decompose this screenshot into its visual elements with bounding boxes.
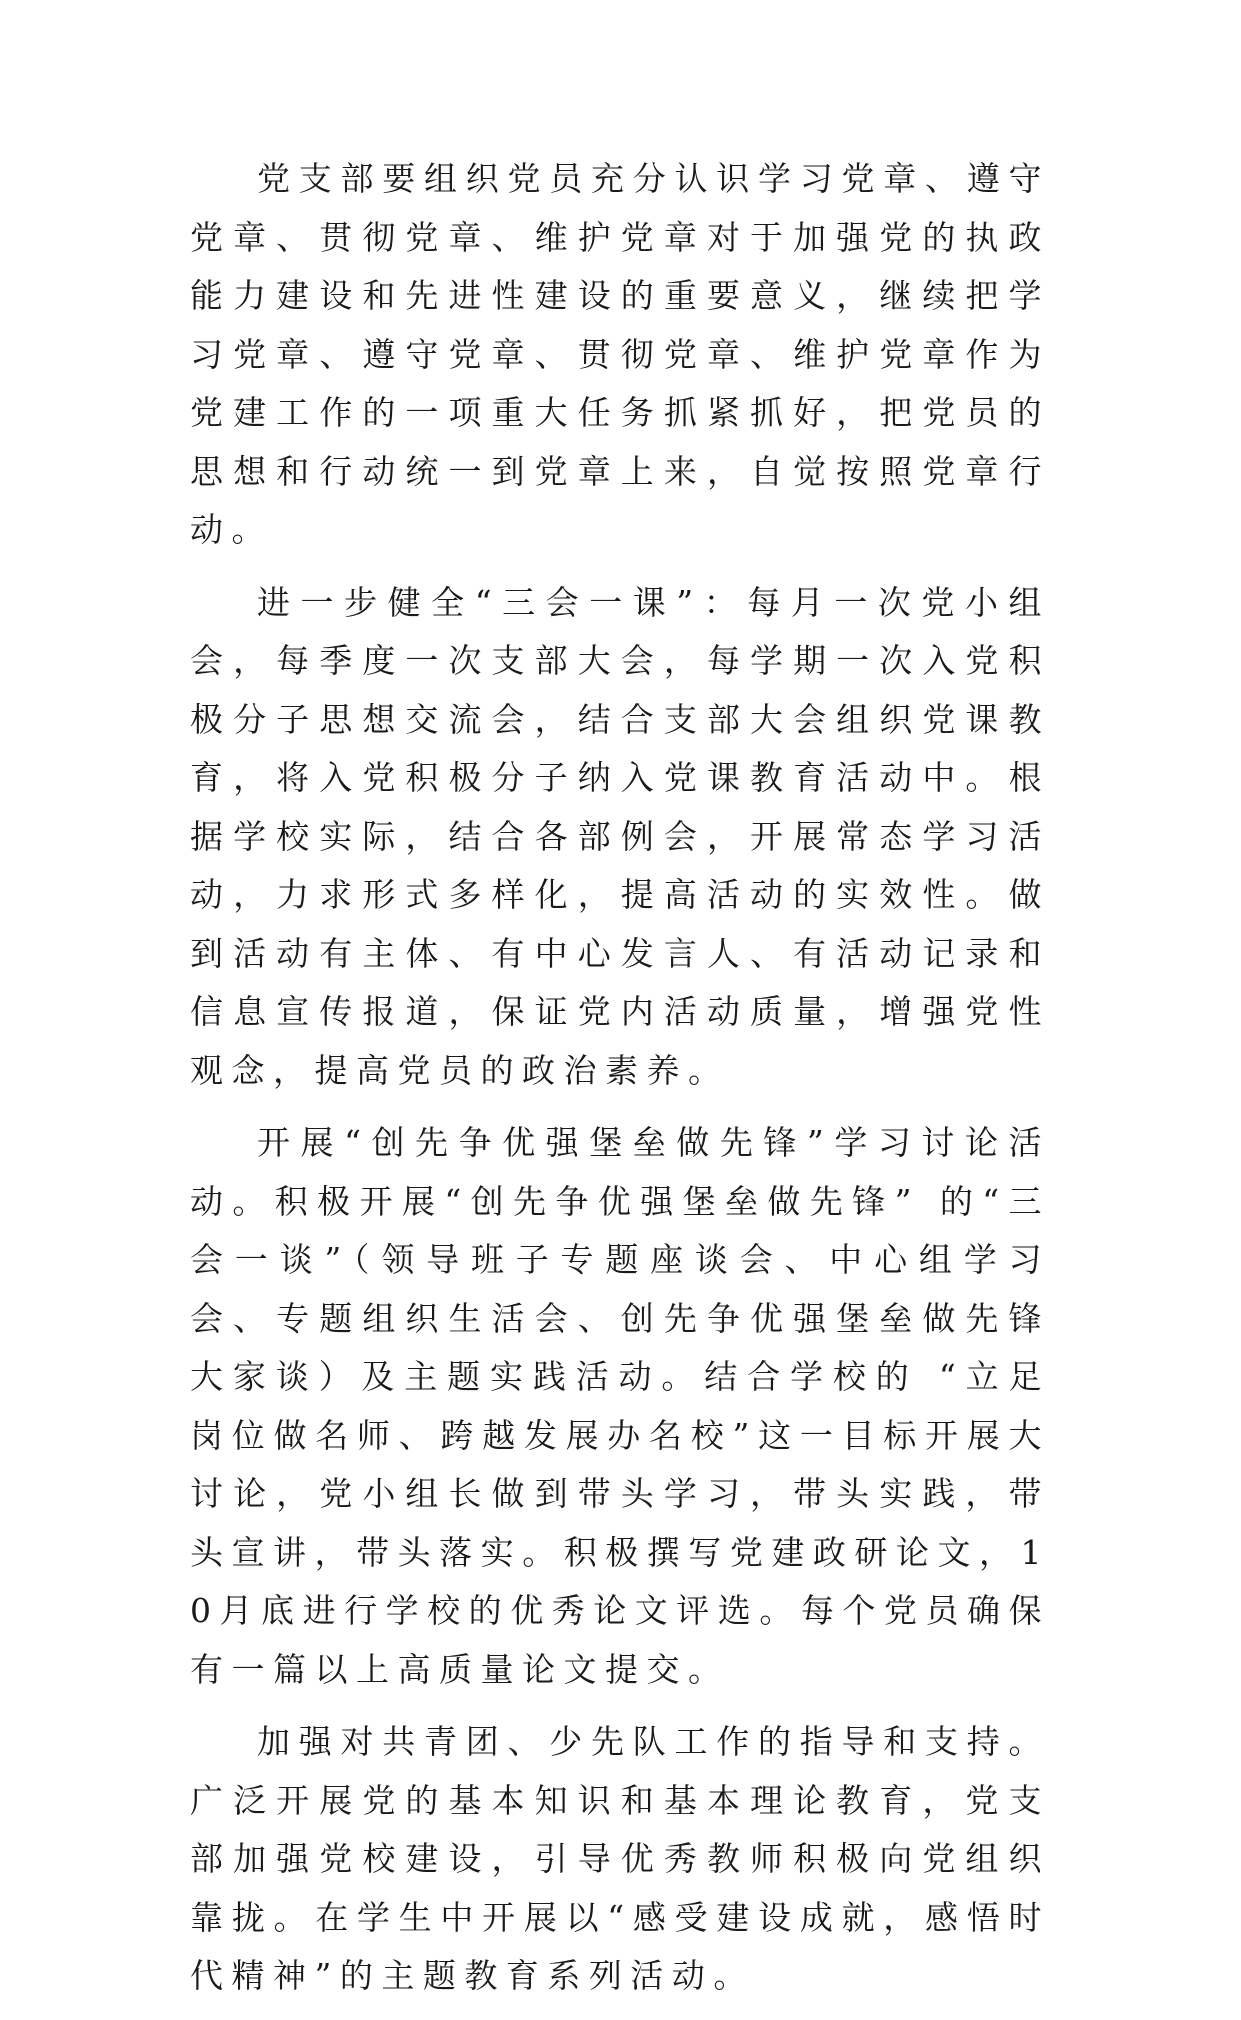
paragraph-three-meetings-one-lesson: 进一步健全“三会一课”：每月一次党小组会，每季度一次支部大会，每学期一次入党积极分子思想交流会，结合支部大会组织党课教育，将入党积极分子纳入党课教育活动中。根据学校实际，结合各部例会，开展常态学习活动，力求形式多样化，提高活动的实效性。做到活动有主体、有中心发言人、有活动记录和信息宣传报道，保证党内活动质量，增强党性观念，提高党员的政治素养。 <box>190 582 1050 1090</box>
document-body <box>190 150 1050 2020</box>
paragraph-youth-league-support: 加强对共青团、少先队工作的指导和支持。广泛开展党的基本知识和基本理论教育，党支部加强党校建设，引导优秀教师积极向党组织靠拢。在学生中开展以“感受建设成就，感悟时代精神”的主题教育系列活动。 <box>190 1722 1050 1995</box>
paragraph-party-constitution: 党支部要组织党员充分认识学习党章、遵守党章、贯彻党章、维护党章对于加强党的执政能力建设和先进性建设的重要意义，继续把学习党章、遵守党章、贯彻党章、维护党章作为党建工作的一项重大任务抓紧抓好，把党员的思想和行动统一到党章上来，自觉按照党章行动。 <box>190 159 1050 549</box>
paragraph-excellence-discussion: 开展“创先争优强堡垒做先锋”学习讨论活动。积极开展“创先争优强堡垒做先锋” 的“三会一谈”（领导班子专题座谈会、中心组学习会、专题组织生活会、创先争优强堡垒做先锋大家谈）及主题实践活动。结合学校的 “立足岗位做名师、跨越发展办名校”这一目标开展大讨论，党小组长做到带头学习，带头实践，带头宣讲，带头落实。积极撰写党建政研论文，10月底进行学校的优秀论文评选。每个党员确保有一篇以上高质量论文提交。 <box>190 1123 1050 1689</box>
